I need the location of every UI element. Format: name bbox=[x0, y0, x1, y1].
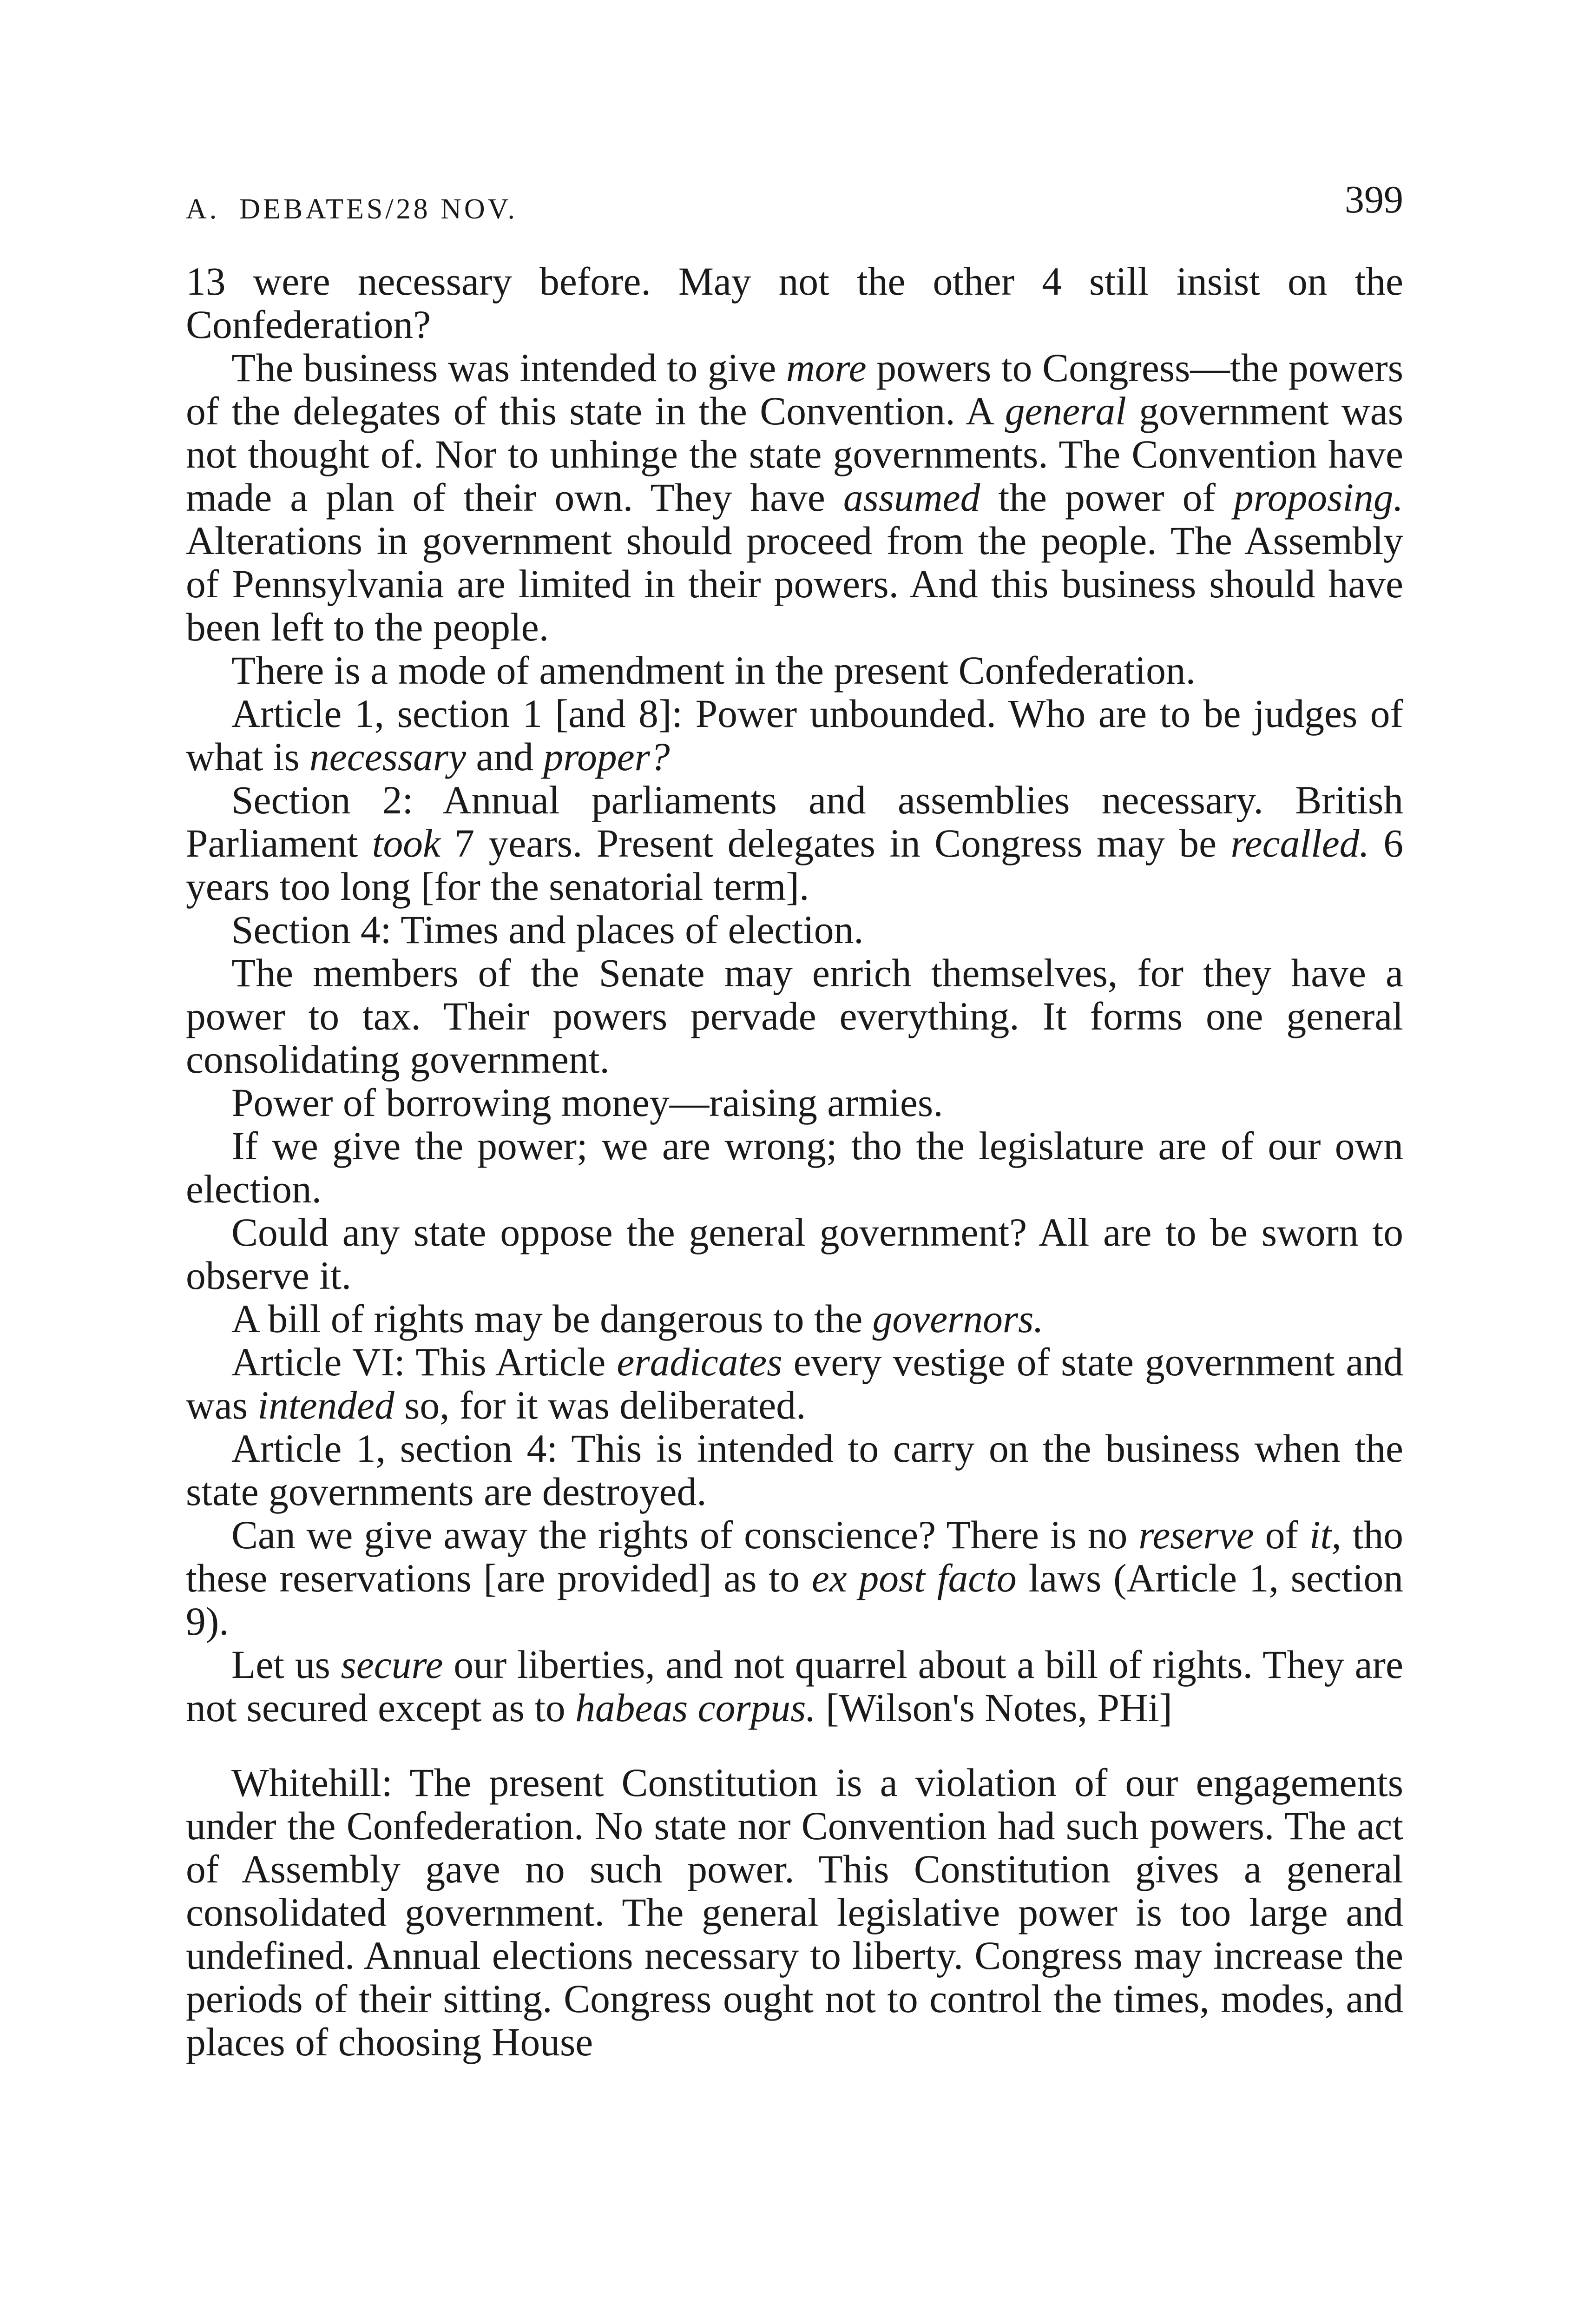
text-run: [Wilson's Notes, PHi] bbox=[815, 1686, 1172, 1730]
text-run: the power of bbox=[980, 476, 1234, 520]
paragraph bbox=[186, 1211, 1403, 1298]
text-run: There is a mode of amendment in the present Confederation. bbox=[231, 649, 1196, 693]
text-run: Section 2: Annual parliaments and assemblies necessary. British Parliament bbox=[186, 779, 1403, 865]
italic-text: it, bbox=[1309, 1513, 1341, 1557]
italic-text: habeas corpus. bbox=[575, 1686, 816, 1730]
paragraph bbox=[186, 909, 1403, 952]
text-run: powers to Congress—the powers of the delegates of this state in the Convention. A bbox=[186, 346, 1403, 433]
italic-text: intended bbox=[257, 1384, 394, 1427]
text-run: Whitehill: The present Constitution is a violation of our engagements under the Confederation. No state nor Convention had such powers. The act of Assembly gave no such power. This Constitution gives a general consolidated government. The general legislative power is too large and undefined. Annual elections necessary to liberty. Congress may increase the periods of their sitting. Congress ought not to control the times, modes, and places of choosing House bbox=[186, 1761, 1403, 2064]
italic-text: reserve bbox=[1138, 1513, 1254, 1557]
paragraph bbox=[186, 347, 1403, 649]
italic-text: proper? bbox=[543, 735, 670, 779]
paragraph bbox=[186, 260, 1403, 347]
text-run: Article 1, section 1 [and 8]: Power unbounded. Who are to be judges of what is bbox=[186, 692, 1403, 779]
italic-text: necessary bbox=[309, 735, 467, 779]
text-run: of bbox=[1254, 1513, 1309, 1557]
text-run: 6 years too long [for the senatorial term]. bbox=[186, 822, 1404, 909]
paragraph bbox=[186, 952, 1403, 1082]
text-run: A bill of rights may be dangerous to the bbox=[231, 1297, 873, 1341]
paragraph bbox=[186, 779, 1403, 909]
text-run: If we give the power; we are wrong; tho the legislature are of our own election. bbox=[186, 1124, 1403, 1211]
text-run: government was not thought of. Nor to unhinge the state governments. The Convention have made a plan of their own. They have bbox=[186, 390, 1403, 520]
text-run: Let us bbox=[231, 1643, 341, 1687]
running-head bbox=[186, 191, 518, 228]
paragraph bbox=[186, 649, 1403, 693]
text-run: laws (Article 1, section 9). bbox=[186, 1557, 1403, 1644]
paragraph bbox=[186, 693, 1403, 779]
text-run: and bbox=[466, 735, 544, 779]
italic-text: secure bbox=[341, 1643, 443, 1687]
text-run: 13 were necessary before. May not the other 4 still insist on the Confederation? bbox=[186, 260, 1403, 347]
text-run: so, for it was deliberated. bbox=[394, 1384, 806, 1427]
page-header bbox=[186, 177, 1403, 232]
text-run: tho these reservations [are provided] as to bbox=[186, 1513, 1403, 1600]
paragraph bbox=[186, 1125, 1403, 1211]
italic-text: recalled. bbox=[1230, 822, 1369, 865]
paragraph bbox=[186, 1341, 1403, 1427]
text-run: The business was intended to give bbox=[231, 346, 787, 390]
text-run: Could any state oppose the general government? All are to be sworn to observe it. bbox=[186, 1211, 1403, 1298]
italic-text: general bbox=[1005, 390, 1126, 433]
running-head-prefix: A. bbox=[186, 193, 220, 225]
paragraph bbox=[186, 1298, 1403, 1341]
italic-text: governors. bbox=[872, 1297, 1044, 1341]
italic-text: assumed bbox=[843, 476, 980, 520]
text-run: every vestige of state government and was bbox=[186, 1340, 1403, 1427]
paragraph bbox=[186, 1644, 1403, 1730]
paragraph bbox=[186, 1514, 1403, 1644]
text-run: Can we give away the rights of conscience? There is no bbox=[231, 1513, 1139, 1557]
page-number: 399 bbox=[1345, 178, 1403, 221]
paragraph bbox=[186, 1427, 1403, 1514]
text-run: 7 years. Present delegates in Congress may be bbox=[440, 822, 1231, 865]
text-run: our liberties, and not quarrel about a bill of rights. They are not secured except as to bbox=[186, 1643, 1403, 1730]
italic-text: more bbox=[786, 346, 867, 390]
body-text bbox=[186, 260, 1403, 2064]
text-run: Article 1, section 4: This is intended to carry on the business when the state governments are destroyed. bbox=[186, 1427, 1403, 1514]
text-run: The members of the Senate may enrich themselves, for they have a power to tax. Their powers pervade everything. It forms one general consolidating government. bbox=[186, 951, 1403, 1082]
paragraph bbox=[186, 1762, 1403, 2064]
text-run: Power of borrowing money—raising armies. bbox=[231, 1081, 943, 1125]
running-head-title: DEBATES/28 NOV. bbox=[239, 193, 518, 225]
paragraph bbox=[186, 1082, 1403, 1125]
text-run: Section 4: Times and places of election. bbox=[231, 908, 864, 952]
italic-text: took bbox=[372, 822, 441, 865]
italic-text: proposing. bbox=[1234, 476, 1404, 520]
italic-text: ex post facto bbox=[811, 1557, 1017, 1600]
italic-text: eradicates bbox=[617, 1340, 782, 1384]
text-run: Article VI: This Article bbox=[231, 1340, 617, 1384]
text-run: Alterations in government should proceed from the people. The Assembly of Pennsylvania are limited in their powers. And this business should have been left to the people. bbox=[186, 519, 1403, 649]
